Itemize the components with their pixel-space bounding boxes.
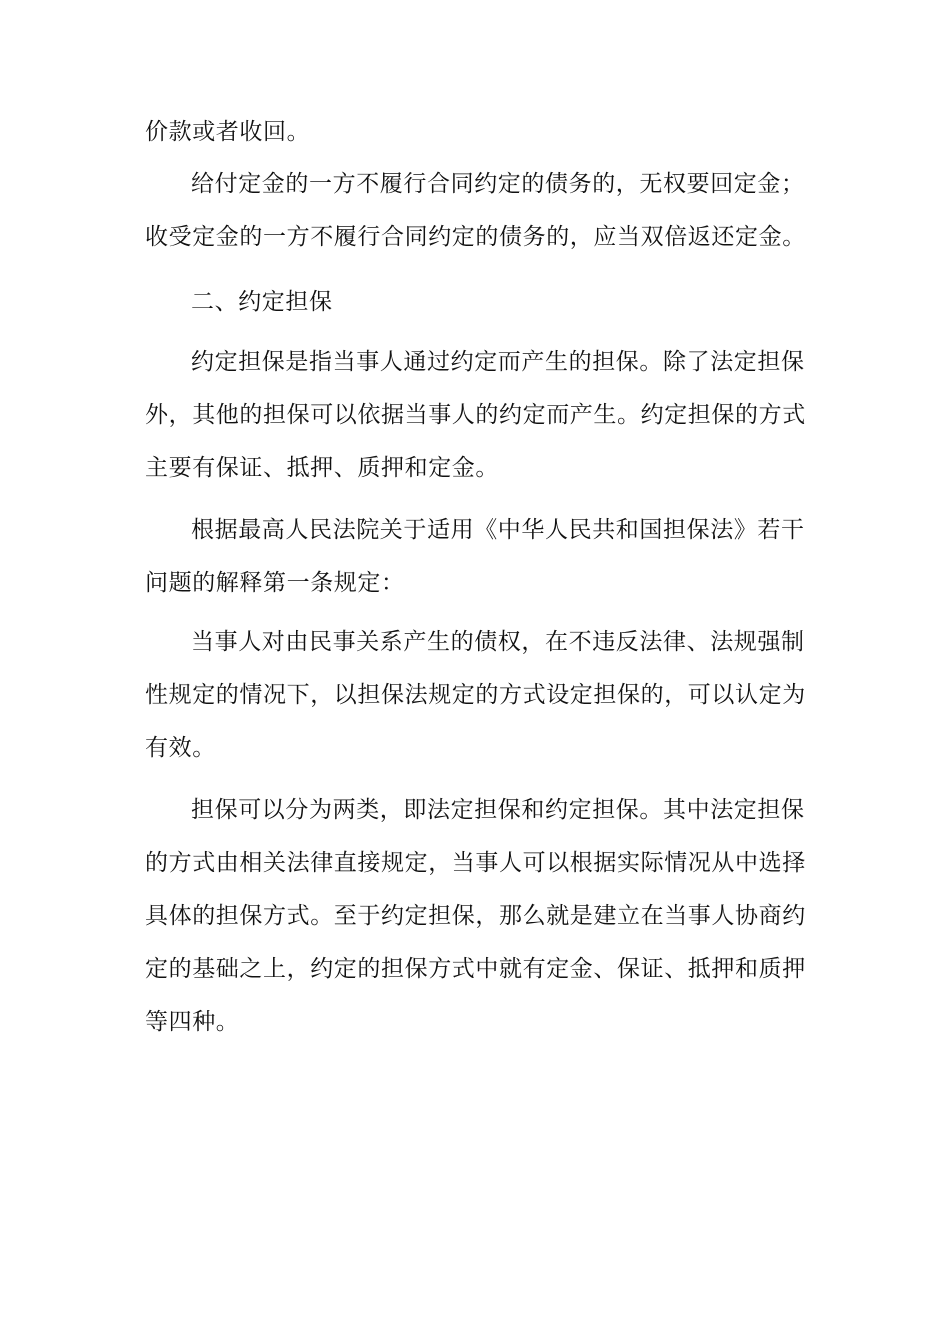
paragraph-continued — [145, 106, 817, 159]
text-line: 当事人对由民事关系产生的债权，在不违反法律、法规强制 — [191, 629, 805, 655]
text-line: 的方式由相关法律直接规定，当事人可以根据实际情况从中选择 — [145, 850, 806, 876]
text-line: 给付定金的一方不履行合同约定的债务的，无权要回定金； — [191, 171, 805, 197]
text-line: 定的基础之上，约定的担保方式中就有定金、保证、抵押和质押 — [145, 956, 806, 982]
text-line: 根据最高人民法院关于适用《中华人民共和国担保法》若干 — [191, 517, 805, 543]
text-line: 性规定的情况下，以担保法规定的方式设定担保的，可以认定为 — [145, 682, 806, 708]
text-line: 担保可以分为两类，即法定担保和约定担保。其中法定担保 — [191, 797, 805, 823]
heading-text: 二、约定担保 — [191, 289, 333, 315]
text-line: 有效。 — [145, 735, 216, 761]
paragraph-definition — [145, 336, 817, 495]
text-line: 等四种。 — [145, 1009, 240, 1035]
text-line: 外，其他的担保可以依据当事人的约定而产生。约定担保的方式 — [145, 402, 806, 428]
text-line: 价款或者收回。 — [145, 119, 311, 145]
text-line: 具体的担保方式。至于约定担保，那么就是建立在当事人协商约 — [145, 903, 806, 929]
paragraph-deposit-rule — [145, 158, 817, 264]
section-heading — [145, 276, 817, 329]
text-line: 约定担保是指当事人通过约定而产生的担保。除了法定担保 — [191, 349, 805, 375]
paragraph-summary — [145, 784, 817, 1049]
paragraph-interpretation — [145, 504, 817, 610]
text-line: 问题的解释第一条规定： — [145, 570, 405, 596]
text-line: 主要有保证、抵押、质押和定金。 — [145, 455, 499, 481]
text-line: 收受定金的一方不履行合同约定的债务的，应当双倍返还定金。 — [145, 224, 806, 250]
paragraph-article-one — [145, 616, 817, 775]
